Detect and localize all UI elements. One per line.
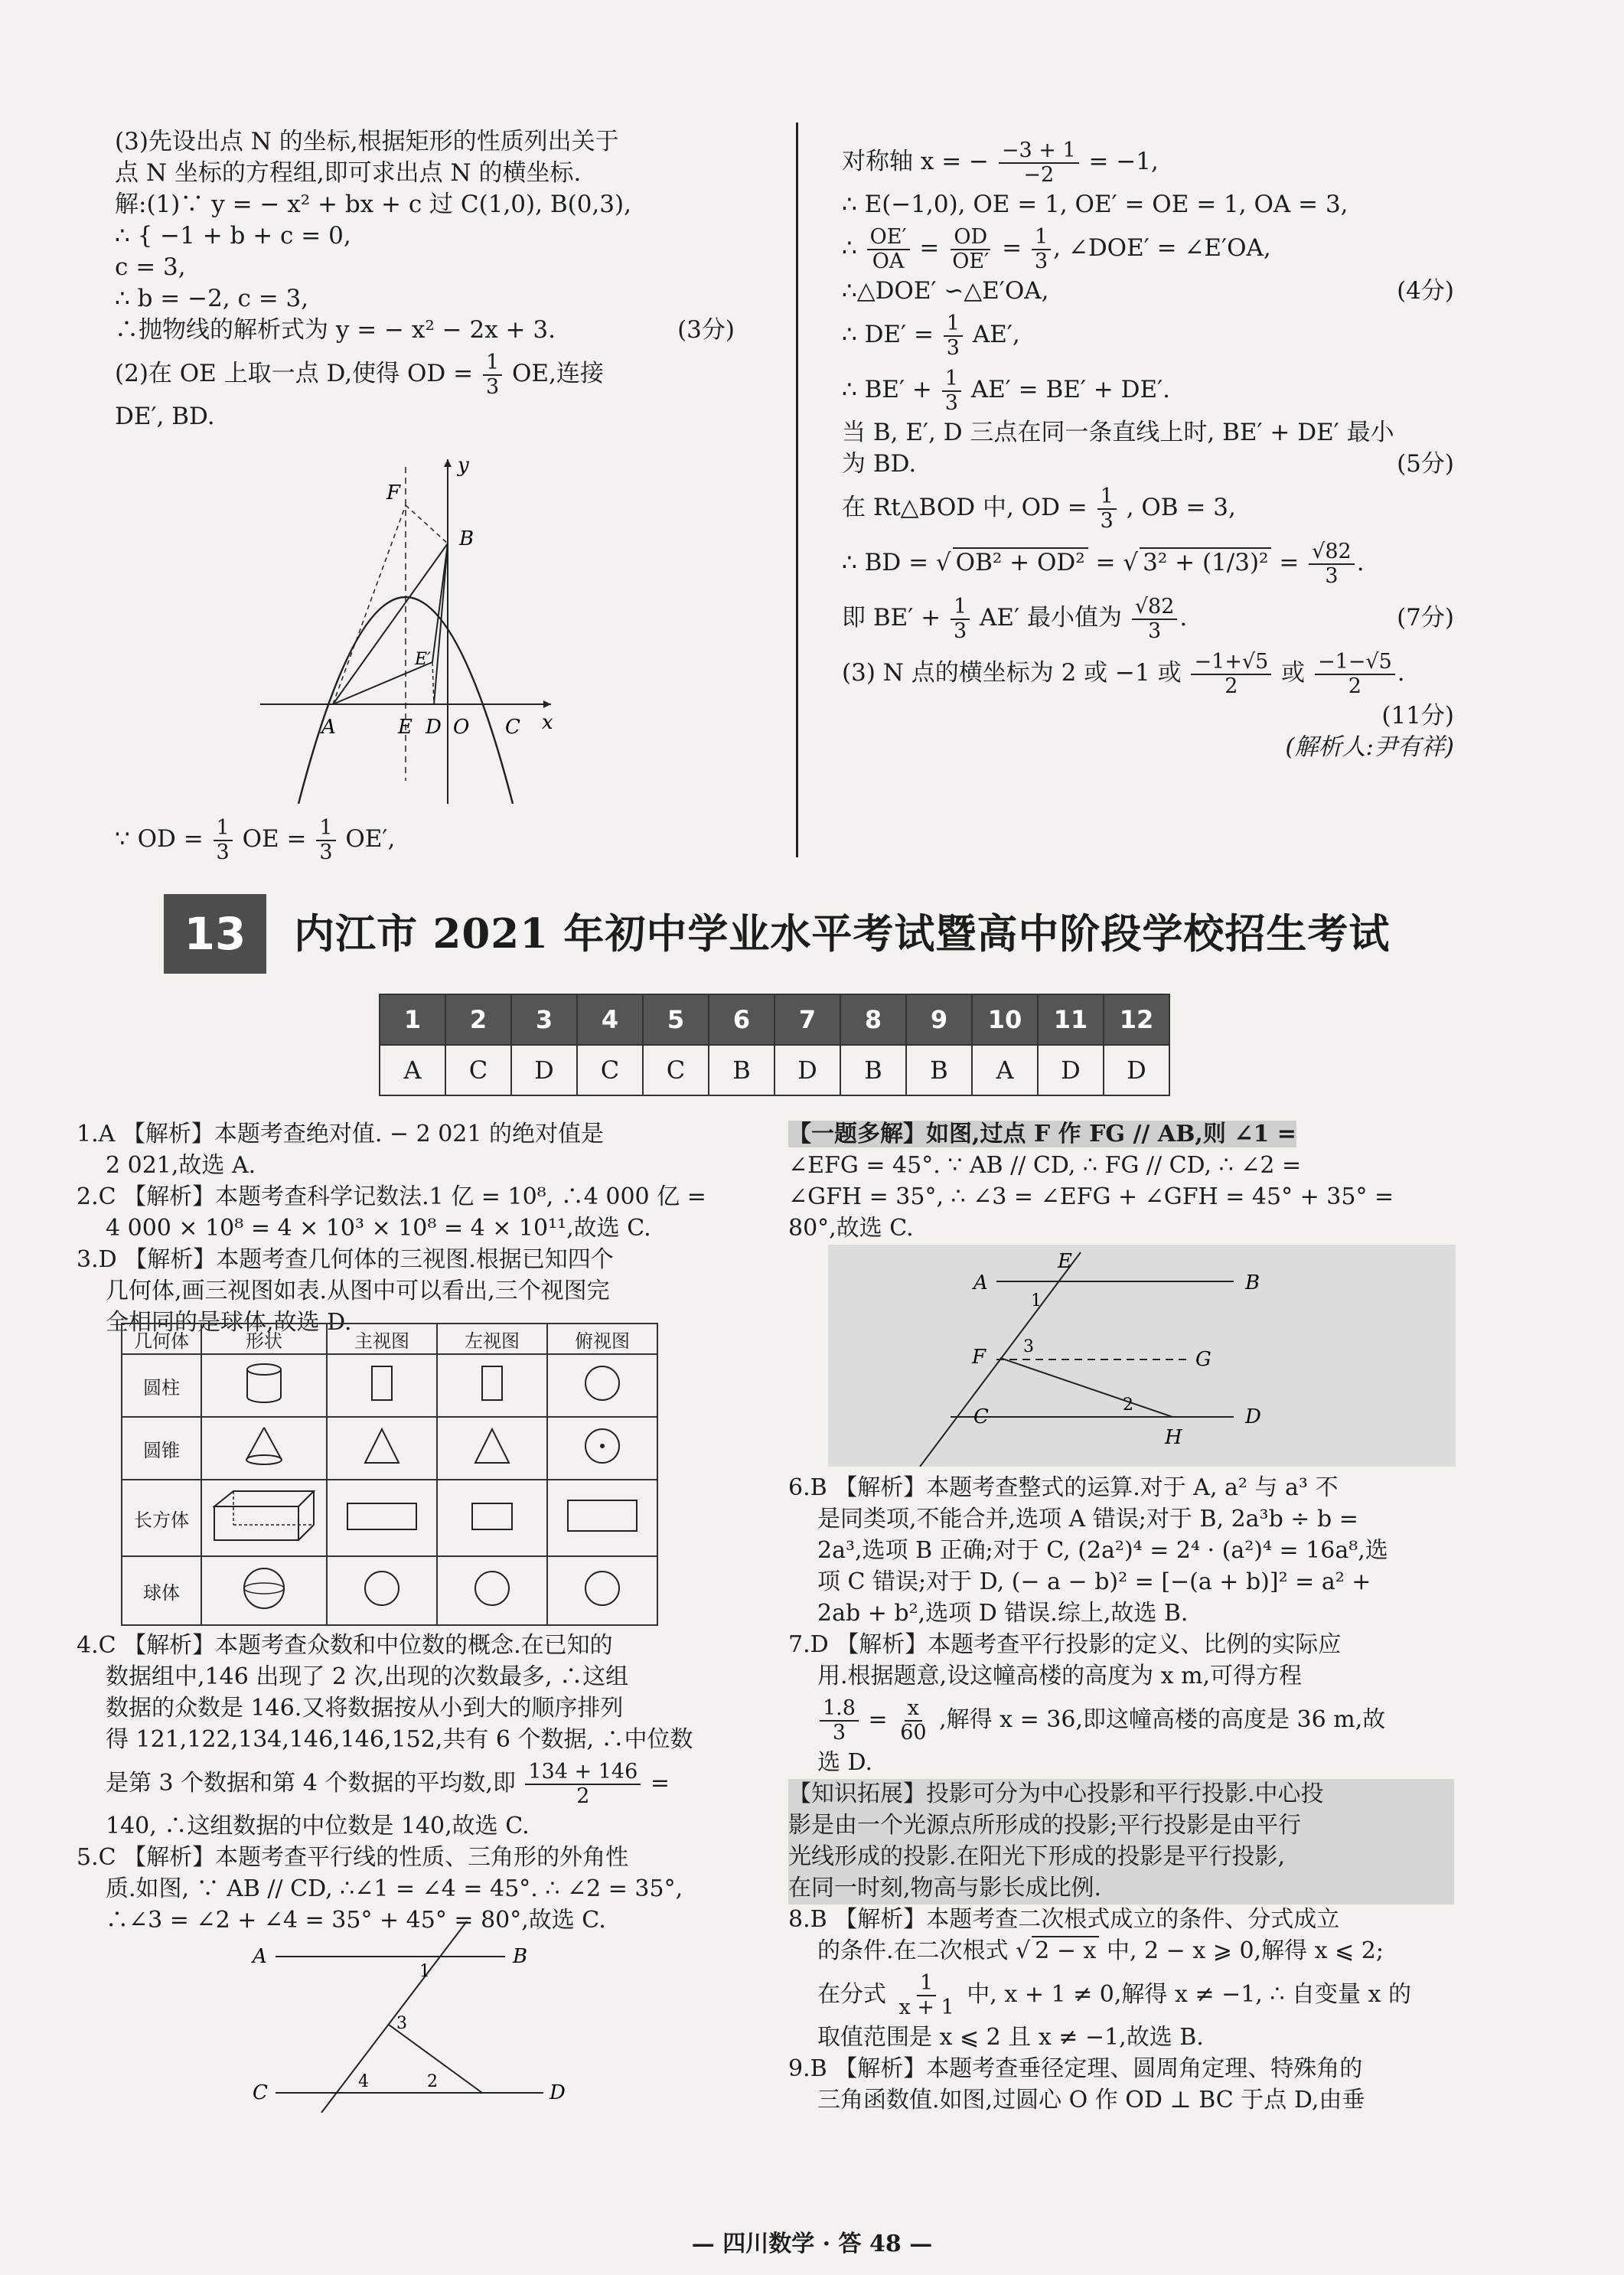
answer-number-cell: 10 (972, 994, 1038, 1045)
denominator: x + 1 (898, 1996, 954, 2019)
views-header: 主视图 (327, 1324, 437, 1354)
lower-right-column-2 (788, 1473, 1454, 2117)
label-e: E (1058, 1250, 1072, 1273)
label-b: B (459, 527, 474, 550)
text-span: ∠DOE′ = ∠E′OA, (1068, 234, 1271, 262)
lower-left-column (77, 1119, 735, 1339)
answer-letter-cell: B (709, 1045, 774, 1095)
text-span: ∵ OD = (115, 825, 204, 853)
label-f: F (972, 1346, 986, 1369)
numerator: −1−√5 (1315, 651, 1395, 675)
rectangle-view-icon (437, 1354, 547, 1417)
numerator: 1 (316, 817, 335, 841)
radicand: 3² + (1/3)² (1140, 547, 1271, 576)
label-x: x (542, 711, 553, 734)
rectangle-view-icon (327, 1354, 437, 1417)
text-line: 点 N 坐标的方程组,即可求出点 N 的横坐标. (115, 159, 582, 187)
score: (11分) (1381, 702, 1454, 730)
answer-letter-row (380, 1045, 1169, 1095)
analyst-credit: (解析人:尹有祥) (1285, 733, 1454, 761)
rectangle-view-icon (547, 1480, 657, 1556)
sphere-shape-icon (201, 1556, 327, 1625)
text-line: 9.B 【解析】本题考查垂径定理、圆周角定理、特殊角的 (788, 2055, 1363, 2082)
text-line (842, 307, 1454, 362)
cylinder-shape-icon (201, 1354, 327, 1417)
numerator: −1+√5 (1191, 651, 1271, 675)
text-line: 数据组中,146 出现了 2 次,出现的次数最多, ∴这组 (106, 1663, 629, 1690)
answer-letter-cell: D (1038, 1045, 1104, 1095)
text-span: = −1, (1088, 148, 1159, 175)
views-row-label: 圆柱 (122, 1354, 201, 1417)
answer-letter-cell: D (774, 1045, 840, 1095)
numerator: OE′ (867, 226, 910, 250)
answer-letter-cell: A (972, 1045, 1038, 1095)
answer-letter-cell: B (906, 1045, 972, 1095)
text-span: 在 Rt△BOD 中, OD = (842, 494, 1088, 521)
answer-key-table (379, 994, 1170, 1096)
views-row-label: 长方体 (122, 1480, 201, 1556)
text-line: 三角函数值.如图,过圆心 O 作 OD ⊥ BC 于点 D,由垂 (817, 2087, 1365, 2113)
parabola-graph (245, 452, 566, 804)
page-footer: — 四川数学 · 答 48 — (691, 2231, 933, 2257)
circle-view-icon (327, 1556, 437, 1625)
label-c: C (253, 2081, 268, 2104)
circle-view-icon (547, 1354, 657, 1417)
text-span: (2)在 OE 上取一点 D,使得 OD = (115, 360, 474, 387)
text-span: 对称轴 x = − (842, 148, 989, 175)
denominator: 3 (319, 840, 333, 864)
fraction (1191, 651, 1271, 698)
radicand: 2 − x (1032, 1936, 1099, 1964)
text-line: ∴ { −1 + b + c = 0, (115, 222, 351, 250)
text-line (788, 1119, 1454, 1151)
fraction (316, 817, 335, 864)
denominator: 3 (216, 840, 230, 864)
denominator: 3 (1325, 563, 1339, 588)
label-o: O (453, 716, 470, 739)
numerator: 1 (483, 351, 502, 376)
circle-view-icon (437, 1556, 547, 1625)
denominator: 60 (900, 1721, 927, 1745)
text-line: 5.C 【解析】本题考查平行线的性质、三角形的外角性 (77, 1844, 629, 1871)
text-span: 为 BD. (842, 450, 917, 478)
text-line: ∴抛物线的解析式为 y = − x² − 2x + 3. (115, 316, 556, 344)
text-span: ∴ DE′ = (842, 321, 934, 348)
column-divider (796, 122, 798, 857)
text-line: 用.根据题意,设这幢高楼的高度为 x m,可得方程 (817, 1663, 1303, 1689)
text-span: ∴ BE′ + (842, 376, 932, 403)
label-b: B (1245, 1271, 1260, 1294)
denominator: −2 (1023, 162, 1055, 187)
cuboid-shape-icon (201, 1480, 327, 1556)
text-span: 【一题多解】如图,过点 F 作 FG // AB,则 ∠1 = (788, 1121, 1296, 1147)
text-line: 得 121,122,134,146,146,152,共有 6 个数据, ∴中位数 (106, 1726, 693, 1753)
text-line: 【知识拓展】投影可分为中心投影和平行投影.中心投 (788, 1781, 1324, 1807)
numerator: OD (951, 226, 990, 250)
denominator: 3 (954, 619, 967, 643)
text-span: AE′ 最小值为 (980, 604, 1122, 632)
text-line: 2a³,选项 B 正确;对于 C, (2a²)⁴ = 2⁴ · (a²)⁴ = 16a⁸,选 (817, 1537, 1388, 1564)
text-line (115, 315, 735, 346)
label-e: E (398, 716, 413, 739)
text-span: , OB = 3, (1126, 494, 1236, 521)
text-span: 是第 3 个数据和第 4 个数据的平均数,即 (106, 1770, 516, 1797)
text-span: (3) N 点的横坐标为 2 或 −1 或 (842, 659, 1182, 687)
lower-left-column-2 (77, 1630, 735, 1937)
fraction (214, 817, 233, 864)
score: (7分) (1397, 604, 1454, 632)
label-b: B (513, 1945, 528, 1968)
numerator: 1 (944, 312, 963, 337)
text-line: ∠GFH = 35°, ∴ ∠3 = ∠EFG + ∠GFH = 45° + 35° = (788, 1183, 1394, 1210)
answer-letter-cell: B (840, 1045, 906, 1095)
angle-1-label: 1 (1031, 1291, 1042, 1310)
text-line: 7.D 【解析】本题考查平行投影的定义、比例的实际应 (788, 1631, 1342, 1658)
text-line: 在同一时刻,物高与影长成比例. (788, 1875, 1102, 1901)
text-line (842, 276, 1454, 307)
denominator: 2 (576, 1784, 590, 1808)
text-span: 在分式 (817, 1981, 886, 2008)
label-d: D (549, 2081, 566, 2104)
denominator: 3 (944, 390, 958, 415)
text-line: 4.C 【解析】本题考查众数和中位数的概念.在已知的 (77, 1632, 613, 1659)
rectangle-view-icon (437, 1480, 547, 1556)
text-line: 8.B 【解析】本题考查二次根式成立的条件、分式成立 (788, 1906, 1340, 1933)
denominator: 2 (1225, 674, 1238, 698)
text-span: OE,连接 (511, 360, 604, 387)
text-line (842, 134, 1454, 189)
label-d: D (426, 716, 442, 739)
text-line: ∴ $\frac{OE'}{OA}$ = $\frac{OD}{OE'}$ = $\frac{1}{3}$ , ∠DOE′ = ∠E′OA, (842, 224, 1271, 273)
text-line (842, 449, 1454, 480)
text-line (115, 811, 735, 867)
fraction (1132, 596, 1178, 643)
answer-letter-cell: C (577, 1045, 643, 1095)
denominator: 2 (1348, 674, 1361, 698)
text-line: 解:(1)∵ y = − x² + bx + c 过 C(1,0), B(0,3), (115, 191, 631, 218)
text-line: 即 BE′ + $\frac{1}{3}$ AE′ 最小值为 $\frac{√82}{3}$ . (7分) (842, 590, 1454, 645)
fraction (820, 1697, 859, 1745)
answer-number-cell: 12 (1104, 994, 1169, 1045)
fraction (483, 351, 502, 399)
answer-letter-cell: A (380, 1045, 445, 1095)
denominator: 3 (1034, 249, 1048, 273)
text-line: 2.C 【解析】本题考查科学记数法.1 亿 = 10⁸, ∴4 000 亿 = (77, 1183, 706, 1210)
text-line: 质.如图, ∵ AB // CD, ∴∠1 = ∠4 = 45°. ∴ ∠2 = 35°, (106, 1875, 683, 1902)
section-header (164, 894, 1391, 974)
left-after-graph (115, 811, 735, 867)
answer-number-cell: 5 (643, 994, 709, 1045)
score: (5分) (1397, 450, 1454, 478)
label-c: C (973, 1405, 989, 1428)
circle-dot-view-icon (547, 1417, 657, 1480)
views-header: 几何体 (122, 1324, 201, 1354)
section-title: 内江市 2021 年初中学业水平考试暨高中阶段学校招生考试 (294, 910, 1391, 958)
score: (3分) (677, 316, 735, 344)
text-span: = (650, 1770, 670, 1797)
text-span: ∴ (842, 234, 857, 262)
fraction (949, 226, 992, 273)
text-line: 光线形成的投影.在阳光下形成的投影是平行投影, (788, 1843, 1286, 1870)
text-span: AE′ = BE′ + DE′. (970, 376, 1171, 403)
answer-letter-cell: D (1104, 1045, 1169, 1095)
views-row-label: 球体 (122, 1556, 201, 1625)
numerator: √82 (1132, 596, 1178, 620)
denominator: 3 (832, 1721, 846, 1745)
answer-letter-cell: C (445, 1045, 511, 1095)
answer-number-cell: 3 (511, 994, 577, 1045)
text-span: OE′, (345, 825, 396, 853)
label-g: G (1195, 1348, 1211, 1371)
angle-3-label: 3 (396, 2014, 407, 2033)
text-span: ∴△DOE′ ∽△E′OA, (842, 277, 1049, 305)
text-line (788, 1692, 1454, 1748)
text-line (842, 362, 1454, 417)
text-line: 2ab + b²,选项 D 错误.综上,故选 B. (817, 1600, 1189, 1627)
numerator: 1 (917, 1972, 936, 1996)
text-span: 或 (1281, 659, 1306, 687)
label-h: H (1165, 1426, 1182, 1449)
fraction (951, 596, 970, 643)
text-span: OE = (242, 825, 307, 853)
text-line: c = 3, (115, 253, 186, 281)
fraction (1309, 540, 1355, 588)
fraction (1315, 651, 1395, 698)
answer-number-cell: 1 (380, 994, 445, 1045)
denominator: 3 (1148, 619, 1162, 643)
views-row-label: 圆锥 (122, 1417, 201, 1480)
parallel-lines-figure (245, 1914, 566, 2113)
score: (4分) (1397, 277, 1454, 305)
fraction (944, 312, 963, 360)
figure-panel (828, 1245, 1456, 1467)
text-line: 全相同的是球体,故选 D. (106, 1309, 352, 1336)
numerator: 1 (942, 367, 961, 392)
text-span: ∴ BD = (842, 549, 929, 576)
lower-right-column (788, 1119, 1454, 1245)
text-line: 数据的众数是 146.又将数据按从小到大的顺序排列 (106, 1695, 624, 1722)
text-line: ∴∠3 = ∠2 + ∠4 = 35° + 45° = 80°,故选 C. (106, 1907, 606, 1934)
text-span: 中, 2 − x ⩾ 0,解得 x ⩽ 2; (1106, 1937, 1384, 1964)
text-line: 6.B 【解析】本题考查整式的运算.对于 A, a² 与 a³ 不 (788, 1474, 1339, 1501)
text-line: (3)先设出点 N 的坐标,根据矩形的性质列出关于 (115, 128, 619, 155)
numerator: −3 + 1 (999, 139, 1079, 164)
numerator: 1 (214, 817, 233, 841)
fraction (525, 1761, 641, 1808)
views-header: 俯视图 (547, 1324, 657, 1354)
views-header: 左视图 (437, 1324, 547, 1354)
label-e-prime: E′ (415, 650, 432, 669)
text-line: 140, ∴这组数据的中位数是 140,故选 C. (106, 1813, 530, 1839)
text-line: 项 C 错误;对于 D, (− a − b)² = [−(a + b)]² = a² + (817, 1568, 1371, 1595)
denominator: OE′ (952, 249, 990, 273)
triangle-view-icon (327, 1417, 437, 1480)
answer-number-cell: 9 (906, 994, 972, 1045)
numerator: 1 (1032, 226, 1051, 250)
text-span: = (1095, 549, 1116, 576)
text-line: 的条件.在二次根式 √ 2 − x 中, 2 − x ⩾ 0,解得 x ⩽ 2; (817, 1937, 1384, 1964)
triangle-view-icon (437, 1417, 547, 1480)
denominator: 3 (1100, 508, 1114, 533)
views-header: 形状 (201, 1324, 327, 1354)
answer-number-cell: 11 (1038, 994, 1104, 1045)
numerator: 1 (951, 596, 970, 620)
fraction (897, 1697, 929, 1745)
answer-number-cell: 2 (445, 994, 511, 1045)
label-y: y (458, 454, 469, 477)
label-a: A (973, 1271, 988, 1294)
angle-4-label: 4 (358, 2072, 369, 2091)
answer-letter-cell: C (643, 1045, 709, 1095)
text-line (842, 480, 1454, 535)
text-line: 选 D. (817, 1749, 873, 1776)
fraction (942, 367, 961, 415)
text-span: 即 BE′ + (842, 604, 941, 632)
text-span: AE′, (972, 321, 1020, 348)
text-line: DE′, BD. (115, 403, 215, 430)
text-line: 3.D 【解析】本题考查几何体的三视图.根据已知四个 (77, 1246, 614, 1273)
numerator: 134 + 146 (525, 1761, 641, 1785)
fraction (896, 1972, 957, 2019)
radicand: OB² + OD² (953, 547, 1088, 576)
angle-2-label: 2 (1123, 1395, 1133, 1415)
label-c: C (505, 716, 520, 739)
angle-2-label: 2 (427, 2072, 438, 2091)
text-line: 当 B, E′, D 三点在同一条直线上时, BE′ + DE′ 最小 (842, 419, 1394, 446)
text-line: 1.A 【解析】本题考查绝对值. − 2 021 的绝对值是 (77, 1121, 604, 1147)
answer-letter-cell: D (511, 1045, 577, 1095)
numerator: √82 (1309, 540, 1355, 565)
angle-3-label: 3 (1023, 1337, 1034, 1356)
denominator: 3 (946, 335, 960, 360)
text-span: = (868, 1706, 888, 1733)
label-a: A (253, 1945, 267, 1968)
text-line: 影是由一个光源点所形成的投影;平行投影是由平行 (788, 1812, 1302, 1839)
denominator: OA (872, 249, 905, 273)
answer-number-cell: 8 (840, 994, 906, 1045)
text-line: 取值范围是 x ⩽ 2 且 x ≠ −1,故选 B. (817, 2024, 1204, 2051)
circle-view-icon (547, 1556, 657, 1625)
text-line: 几何体,画三视图如表.从图中可以看出,三个视图完 (106, 1278, 610, 1304)
numerator: 1.8 (820, 1697, 859, 1722)
text-line: ∴ E(−1,0), OE = 1, OE′ = OE = 1, OA = 3, (842, 191, 1348, 218)
label-a: A (321, 716, 336, 739)
fraction (1097, 485, 1117, 533)
text-span: = (1279, 549, 1300, 576)
text-line (788, 1967, 1454, 2022)
answer-number-cell: 4 (577, 994, 643, 1045)
text-line: 4 000 × 10⁸ = 4 × 10³ × 10⁸ = 4 × 10¹¹,故选 C. (106, 1215, 651, 1242)
text-line: ∴ BD = √ OB² + OD² = √ 3² + (1/3)² = $\frac{√82}{3}$ . (842, 539, 1365, 588)
denominator: 3 (485, 374, 500, 399)
rectangle-view-icon (327, 1480, 437, 1556)
answer-number-row (380, 994, 1169, 1045)
knowledge-extension-box (788, 1779, 1454, 1905)
text-span: 的条件.在二次根式 (817, 1937, 1009, 1964)
text-line: (3) N 点的横坐标为 2 或 −1 或 $\frac{-1+√5}{2}$ 或 $\frac{-1-√5}{2}$ . (842, 649, 1405, 698)
angle-1-label: 1 (419, 1962, 430, 1981)
three-views-table (121, 1323, 658, 1626)
label-f: F (386, 481, 401, 504)
right-top-column (842, 134, 1454, 763)
text-line: 2 021,故选 A. (106, 1152, 256, 1179)
label-d: D (1245, 1405, 1261, 1428)
fraction (999, 139, 1079, 187)
text-span: 中, x + 1 ≠ 0,解得 x ≠ −1, ∴ 自变量 x 的 (967, 1981, 1411, 2008)
text-line: 80°,故选 C. (788, 1215, 914, 1242)
fraction (1032, 226, 1051, 273)
text-span: ,解得 x = 36,即这幢高楼的高度是 36 m,故 (939, 1706, 1386, 1733)
answer-number-cell: 6 (709, 994, 774, 1045)
cone-shape-icon (201, 1417, 327, 1480)
auxiliary-line-figure (828, 1245, 1456, 1467)
text-line (115, 346, 735, 401)
fraction (867, 226, 910, 273)
text-line: ∴ b = −2, c = 3, (115, 285, 309, 312)
text-line: 是同类项,不能合并,选项 A 错误;对于 B, 2a³b ÷ b = (817, 1506, 1358, 1532)
text-line: ∠EFG = 45°. ∵ AB // CD, ∴ FG // CD, ∴ ∠2 = (788, 1152, 1302, 1179)
text-line (77, 1756, 735, 1811)
numerator: x (905, 1697, 922, 1722)
numerator: 1 (1097, 485, 1117, 510)
answer-number-cell: 7 (774, 994, 840, 1045)
section-number: 13 (164, 894, 266, 974)
left-top-column (115, 126, 735, 432)
